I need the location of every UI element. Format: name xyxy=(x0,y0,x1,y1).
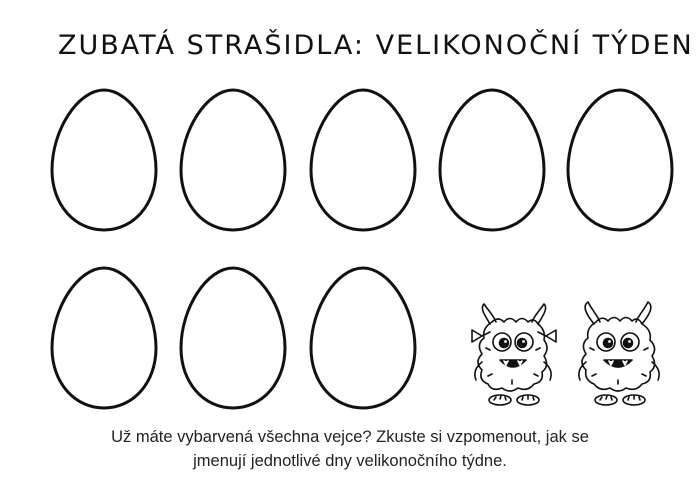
egg-outline-6[interactable] xyxy=(52,268,156,408)
egg-outline-3[interactable] xyxy=(311,90,415,230)
instructions-text xyxy=(0,425,700,473)
egg-outline-2[interactable] xyxy=(181,90,285,230)
instructions-line-2: jmenují jednotlivé dny velikonočního týdne. xyxy=(193,452,507,470)
monster-girl-icon xyxy=(472,304,556,405)
egg-outline-1[interactable] xyxy=(52,90,156,230)
egg-outline-7[interactable] xyxy=(181,268,285,408)
egg-outline-4[interactable] xyxy=(440,90,544,230)
instructions-line-1: Už máte vybarvená všechna vejce? Zkuste si vzpomenout, jak se xyxy=(111,428,589,446)
egg-outline-8[interactable] xyxy=(311,268,415,408)
monsters-illustration xyxy=(462,300,672,412)
egg-outline-5[interactable] xyxy=(568,90,672,230)
page-title: ZUBATÁ STRAŠIDLA: VELIKONOČNÍ TÝDEN xyxy=(58,30,694,61)
monster-boy-icon xyxy=(579,302,659,405)
